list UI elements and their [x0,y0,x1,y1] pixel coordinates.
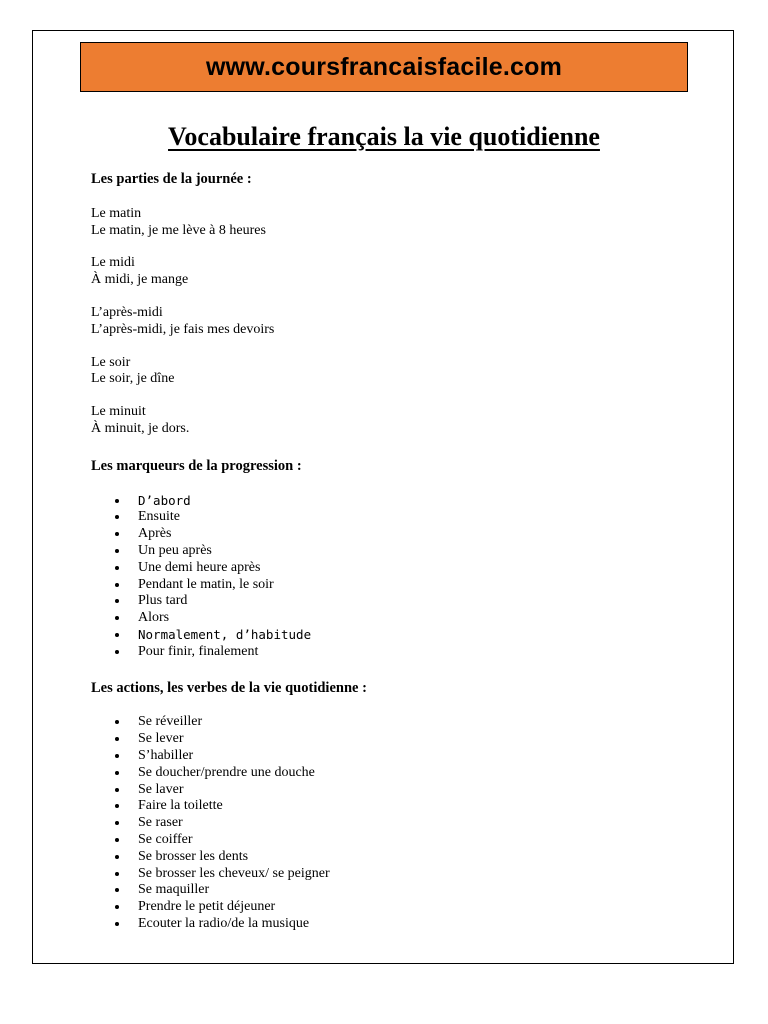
section-heading-marqueurs: Les marqueurs de la progression : [91,457,302,474]
bullet-icon [115,905,119,909]
time-example: Le matin, je me lève à 8 heures [91,222,266,238]
bullet-icon [115,650,119,654]
list-item: Après [138,526,711,543]
bullet-icon [115,922,119,926]
time-term: Le midi [91,255,135,271]
time-example: À minuit, je dors. [91,420,190,436]
list-item: Se réveiller [138,714,711,731]
list-item: Se brosser les dents [138,849,711,866]
bullet-icon [115,616,119,620]
time-pair-apres-midi [91,305,711,339]
bullet-icon [115,566,119,570]
list-item: S’habiller [138,748,711,765]
list-item: Faire la toilette [138,798,711,815]
list-item: Se lever [138,731,711,748]
list-item: Pour finir, finalement [138,644,711,661]
website-url: www.coursfrancaisfacile.com [206,52,562,81]
list-item: Une demi heure après [138,560,711,577]
time-term: Le minuit [91,404,146,420]
list-item: Pendant le matin, le soir [138,577,711,594]
bullet-icon [115,499,119,503]
list-item: Se doucher/prendre une douche [138,765,711,782]
bullet-icon [115,549,119,553]
bullet-icon [115,804,119,808]
bullet-icon [115,754,119,758]
list-item: Se maquiller [138,882,711,899]
list-item: Ecouter la radio/de la musique [138,916,711,933]
time-pair-midi [91,255,711,289]
list-item: Se laver [138,782,711,799]
section-heading-parties: Les parties de la journée : [91,171,252,187]
time-example: À midi, je mange [91,272,189,288]
bullet-icon [115,515,119,519]
bullet-icon [115,855,119,859]
list-item: Normalement, d’habitude [138,627,711,644]
list-item: Se coiffer [138,832,711,849]
bullet-icon [115,737,119,741]
list-item: D’abord [138,493,711,510]
bullet-icon [115,788,119,792]
bullet-icon [115,599,119,603]
time-pair-matin [91,206,711,240]
list-item: Un peu après [138,543,711,560]
time-term: Le soir [91,354,131,370]
bullet-icon [115,838,119,842]
actions-list [91,714,711,932]
time-term: L’après-midi [91,304,163,320]
time-pair-minuit [91,404,711,438]
time-example: L’après-midi, je fais mes devoirs [91,321,275,337]
list-item: Plus tard [138,593,711,610]
bullet-icon [115,583,119,587]
list-item: Se raser [138,815,711,832]
bullet-icon [115,633,119,637]
bullet-icon [115,888,119,892]
marqueurs-list [91,493,711,661]
list-item: Se brosser les cheveux/ se peigner [138,866,711,883]
bullet-icon [115,532,119,536]
bullet-icon [115,872,119,876]
document-body [91,171,711,933]
page-title: Vocabulaire français la vie quotidienne [168,122,600,151]
section-heading-actions: Les actions, les verbes de la vie quotidienne : [91,679,367,696]
list-item: Prendre le petit déjeuner [138,899,711,916]
time-example: Le soir, je dîne [91,371,175,387]
list-item: Alors [138,610,711,627]
bullet-icon [115,771,119,775]
time-term: Le matin [91,205,142,221]
time-pair-soir [91,355,711,389]
website-banner [80,42,688,92]
bullet-icon [115,821,119,825]
list-item: Ensuite [138,509,711,526]
bullet-icon [115,720,119,724]
